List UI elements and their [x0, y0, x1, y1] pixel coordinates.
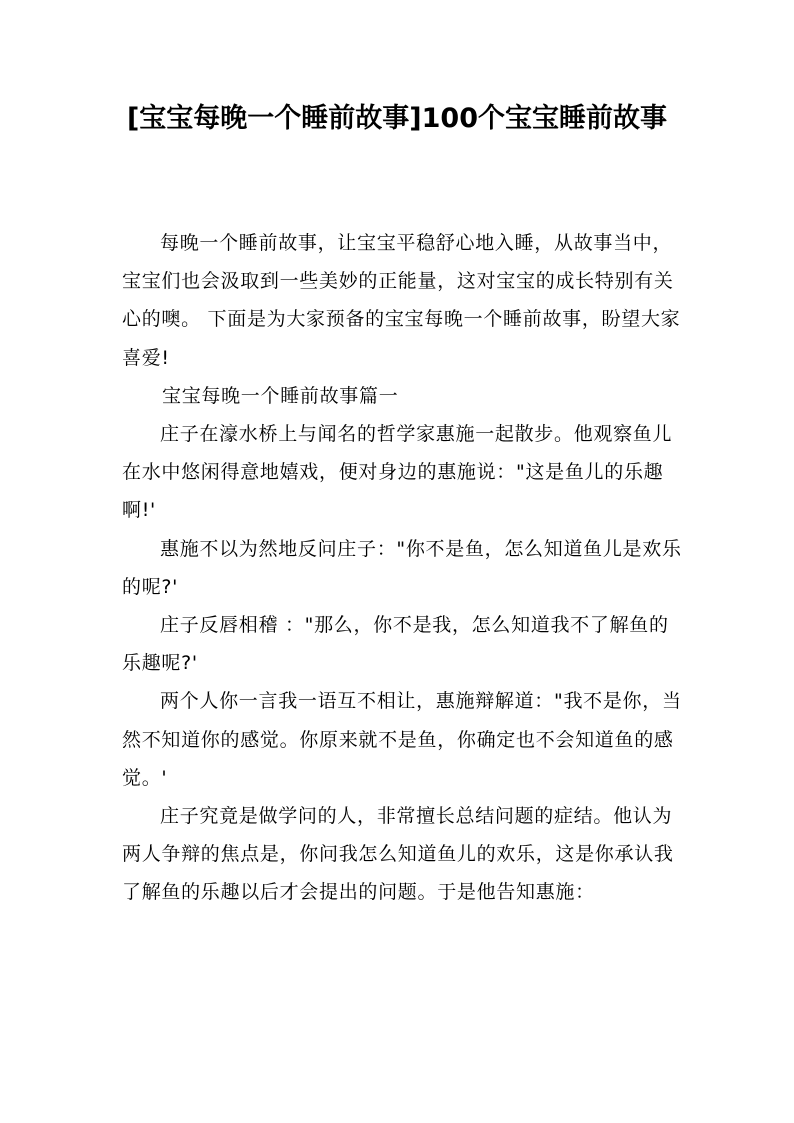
story-paragraph: 庄子反唇相稽 ："那么，你不是我，怎么知道我不了解鱼的乐趣呢?'	[122, 614, 669, 675]
story-paragraph: 庄子在濠水桥上与闻名的哲学家惠施一起散步。他观察鱼儿在水中悠闲得意地嬉戏，便对身边的惠施说："这是鱼儿的乐趣啊!'	[122, 423, 673, 522]
story-paragraph: 两个人你一言我一语互不相让，惠施辩解道："我不是你，当然不知道你的感觉。你原来就不是鱼，你确定也不会知道鱼的感觉。'	[122, 690, 682, 789]
document-body	[122, 224, 682, 912]
story-paragraph: 惠施不以为然地反问庄子："你不是鱼，怎么知道鱼儿是欢乐的呢?'	[122, 537, 682, 598]
section-heading: 宝宝每晚一个睡前故事篇一	[162, 384, 399, 407]
intro-paragraph: 每晚一个睡前故事，让宝宝平稳舒心地入睡，从故事当中，宝宝们也会汲取到一些美妙的正能量，这对宝宝的成长特别有关心的噢。 下面是为大家预备的宝宝每晚一个睡前故事，盼望大家喜爱!	[122, 232, 681, 369]
story-paragraph: 庄子究竟是做学问的人，非常擅长总结问题的症结。他认为两人争辩的焦点是，你问我怎么知道鱼儿的欢乐，这是你承认我了解鱼的乐趣以后才会提出的问题。于是他告知惠施：	[122, 805, 674, 904]
document-title: [宝宝每晚一个睡前故事]100个宝宝睡前故事	[126, 103, 668, 134]
